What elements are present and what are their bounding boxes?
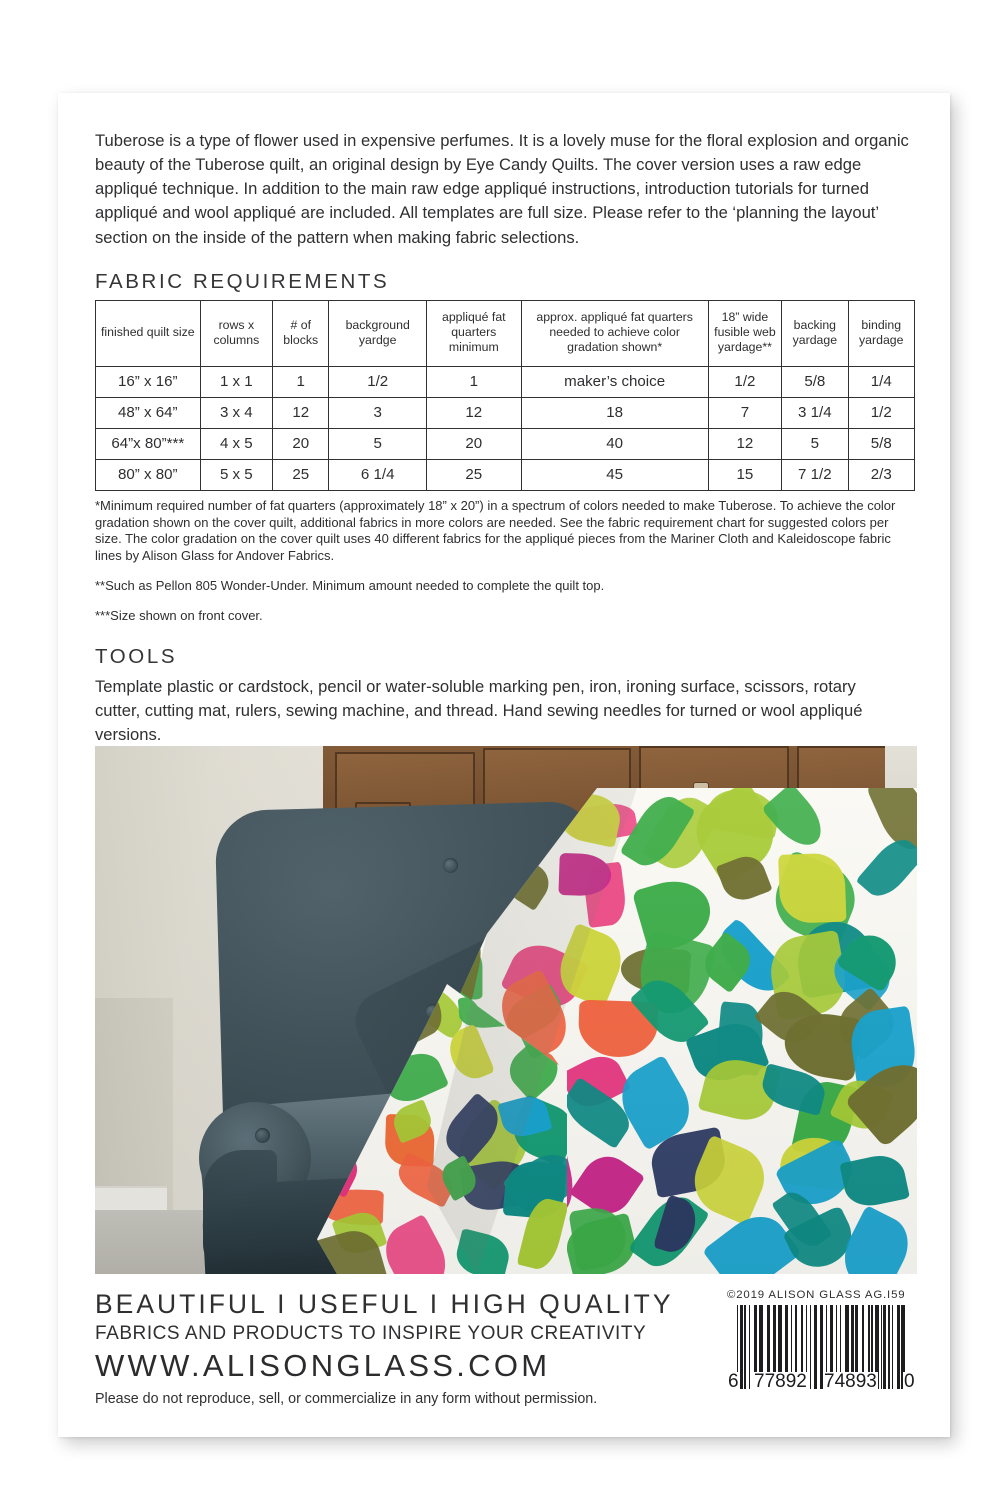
quilt-applique-leaf — [856, 832, 917, 904]
cell: 25 — [427, 459, 522, 490]
cell: 64”x 80”*** — [96, 428, 201, 459]
armchair-tufting-button — [443, 858, 458, 873]
cell: 5 x 5 — [200, 459, 272, 490]
footer-website[interactable]: WWW.ALISONGLASS.COM — [95, 1348, 551, 1383]
column-header-applique-fat-quarters-minimum: appliqué fat quarters minimum — [427, 300, 522, 366]
column-header-binding-yardage: binding yardage — [848, 300, 914, 366]
baseboard — [95, 1186, 167, 1210]
cell: 20 — [427, 428, 522, 459]
column-header-background-yardage: background yardge — [329, 300, 427, 366]
tools-paragraph: Template plastic or cardstock, pencil or water-soluble marking pen, iron, ironing surface, scissors, rotary cutter, cutting mat, rulers, sewing machine, and thread. Hand sewing needles for turned or wool appliqué versions. — [95, 677, 863, 745]
table-header-row — [96, 300, 915, 366]
cell: 1/2 — [708, 366, 781, 397]
table-row — [96, 459, 915, 490]
fabric-requirements-heading: FABRIC REQUIREMENTS — [95, 269, 390, 293]
column-header-number-of-blocks: # of blocks — [273, 300, 329, 366]
cell: 3 x 4 — [200, 397, 272, 428]
cell: 3 1/4 — [782, 397, 848, 428]
barcode-left-digit: 6 — [728, 1371, 739, 1392]
cell: 5 — [782, 428, 848, 459]
cell: 12 — [273, 397, 329, 428]
column-header-rows-x-columns: rows x columns — [200, 300, 272, 366]
column-header-finished-quilt-size: finished quilt size — [96, 300, 201, 366]
cell: 16” x 16” — [96, 366, 201, 397]
copyright-line: ©2019 ALISON GLASS AG.I59 — [727, 1289, 906, 1301]
cell: 1 — [273, 366, 329, 397]
cell: 4 x 5 — [200, 428, 272, 459]
intro-paragraph: Tuberose is a type of flower used in expensive perfumes. It is a lovely muse for the floral explosion and organic beauty of the Tuberose quilt, an original design by Eye Candy Quilts. The cover version uses a raw edge appliqué technique. In addition to the main raw edge appliqué instructions, introduction tutorials for turned appliqué and wool appliqué are included. All templates are full size. Please refer to the ‘planning the layout’ section on the inside of the pattern when making fabric selections. — [95, 131, 909, 247]
cell: 5 — [329, 428, 427, 459]
pattern-back-cover-page — [58, 93, 950, 1437]
cell: 5/8 — [782, 366, 848, 397]
cell: 12 — [708, 428, 781, 459]
cell: 6 1/4 — [329, 459, 427, 490]
cell: 45 — [521, 459, 708, 490]
barcode-group-one: 77892 — [754, 1371, 807, 1392]
cell: 1/2 — [329, 366, 427, 397]
cell: maker’s choice — [521, 366, 708, 397]
cell: 2/3 — [848, 459, 914, 490]
cell: 40 — [521, 428, 708, 459]
table-row — [96, 366, 915, 397]
cell: 3 — [329, 397, 427, 428]
footnote-triple-asterisk: ***Size shown on front cover. — [95, 608, 263, 624]
cell: 18 — [521, 397, 708, 428]
table-row — [96, 428, 915, 459]
product-photograph — [95, 746, 917, 1274]
cell: 1/2 — [848, 397, 914, 428]
cell: 12 — [427, 397, 522, 428]
footer-legal-notice: Please do not reproduce, sell, or commercialize in any form without permission. — [95, 1391, 598, 1407]
cell: 20 — [273, 428, 329, 459]
armchair-tufting-button — [255, 1128, 270, 1143]
footer-subtagline: FABRICS AND PRODUCTS TO INSPIRE YOUR CREATIVITY — [95, 1323, 647, 1344]
quilt-applique-leaf — [375, 1214, 455, 1274]
cell: 5/8 — [848, 428, 914, 459]
fabric-requirements-table — [95, 300, 915, 491]
footnote-single-asterisk: *Minimum required number of fat quarters (approximately 18” x 20”) in a spectrum of colors needed to make Tuberose. To achieve the color gradation shown on the cover quilt, additional fabrics in more colors are needed. See the fabric requirement chart for suggested colors per size. The color gradation on the cover quilt uses 40 different fabrics for the appliqué pieces from the Mariner Cloth and Kaleidoscope fabric lines by Alison Glass for Andover Fabrics. — [95, 497, 896, 564]
barcode-right-digit: 0 — [904, 1371, 915, 1392]
barcode — [727, 1305, 917, 1392]
column-header-fusible-web-yardage: 18” wide fusible web yardage** — [708, 300, 781, 366]
footer-text-block — [95, 1289, 715, 1407]
column-header-backing-yardage: backing yardage — [782, 300, 848, 366]
quilt-applique-leaf — [778, 853, 847, 924]
cell: 80” x 80” — [96, 459, 201, 490]
table-row — [96, 397, 915, 428]
page-content — [95, 129, 917, 747]
cell: 1 — [427, 366, 522, 397]
barcode-group-two: 74893 — [824, 1371, 877, 1392]
footnote-double-asterisk: **Such as Pellon 805 Wonder-Under. Minimum amount needed to complete the quilt top. — [95, 578, 605, 594]
cell: 15 — [708, 459, 781, 490]
footer-tagline: BEAUTIFUL I USEFUL I HIGH QUALITY — [95, 1289, 674, 1319]
cell: 1/4 — [848, 366, 914, 397]
footer-barcode-block — [727, 1289, 917, 1392]
cell: 25 — [273, 459, 329, 490]
cell: 48” x 64” — [96, 397, 201, 428]
cell: 1 x 1 — [200, 366, 272, 397]
floor — [95, 1210, 215, 1274]
tools-heading: TOOLS — [95, 645, 178, 669]
cell: 7 — [708, 397, 781, 428]
column-header-applique-fat-quarters-gradation: approx. appliqué fat quarters needed to achieve color gradation shown* — [521, 300, 708, 366]
cell: 7 1/2 — [782, 459, 848, 490]
